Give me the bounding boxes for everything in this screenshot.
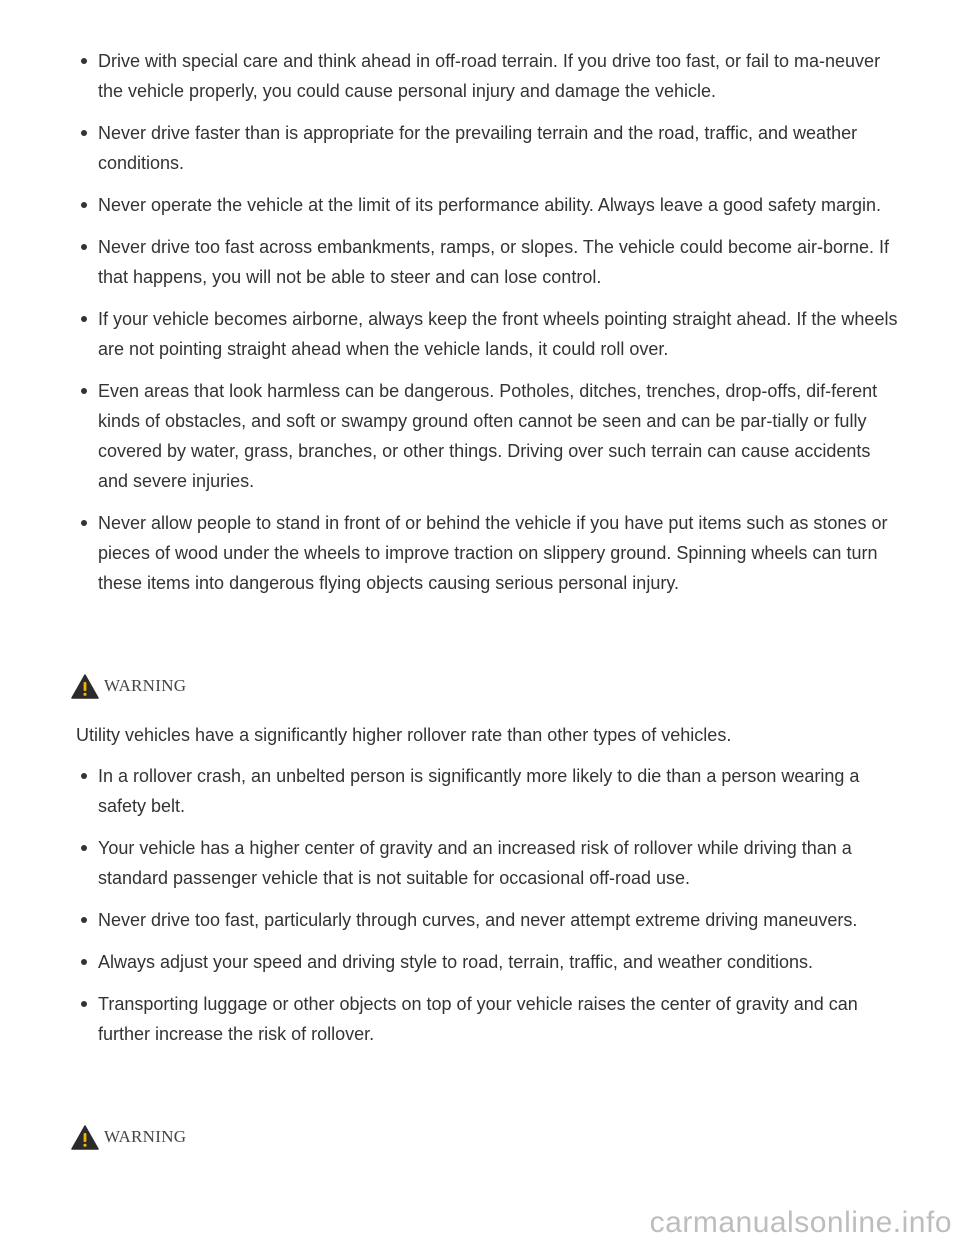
bullet-icon <box>81 244 87 250</box>
warning-triangle-icon <box>71 1125 99 1150</box>
bullet-icon <box>81 773 87 779</box>
warning-intro-text: Utility vehicles have a significantly higher rollover rate than other types of vehicles. <box>76 725 732 745</box>
list-item <box>0 905 960 935</box>
list-item <box>0 376 960 496</box>
list-item <box>0 118 960 178</box>
list-item <box>0 508 960 598</box>
bullet-icon <box>81 959 87 965</box>
bullet-icon <box>81 130 87 136</box>
warning-heading <box>71 672 186 700</box>
list-item-text: Drive with special care and think ahead in off-road terrain. If you drive too fast, or fail to ma-neuver the vehicle properly, you could cause personal injury and damage the vehicle. <box>98 51 881 101</box>
bullet-icon <box>81 1001 87 1007</box>
warning-label: WARNING <box>104 676 187 695</box>
list-item-text: In a rollover crash, an unbelted person is significantly more likely to die than a person wearing a safety belt. <box>98 766 860 816</box>
bullet-icon <box>81 917 87 923</box>
list-item-text: Never allow people to stand in front of or behind the vehicle if you have put items such as stones or pieces of wood under the wheels to improve traction on slippery ground. Spinning wheels can turn these items into dangerous flying objects causing serious personal injury. <box>98 513 888 593</box>
list-item <box>0 833 960 893</box>
list-item <box>0 304 960 364</box>
bullet-icon <box>81 520 87 526</box>
bullet-icon <box>81 388 87 394</box>
list-item-text: Never drive too fast across embankments, ramps, or slopes. The vehicle could become air-borne. If that happens, you will not be able to steer and can lose control. <box>98 237 890 287</box>
rollover-warning-list <box>0 761 960 1061</box>
list-item <box>0 761 960 821</box>
list-item-text: Always adjust your speed and driving style to road, terrain, traffic, and weather conditions. <box>98 952 814 972</box>
bullet-icon <box>81 58 87 64</box>
list-item-text: Never drive too fast, particularly through curves, and never attempt extreme driving maneuvers. <box>98 910 858 930</box>
bullet-icon <box>81 845 87 851</box>
list-item <box>0 989 960 1049</box>
list-item-text: If your vehicle becomes airborne, always keep the front wheels pointing straight ahead. If the wheels are not pointing straight ahead when the vehicle lands, it could roll over. <box>98 309 898 359</box>
warning-heading <box>71 1123 186 1151</box>
list-item-text: Never drive faster than is appropriate for the prevailing terrain and the road, traffic, and weather conditions. <box>98 123 858 173</box>
list-item <box>0 46 960 106</box>
warning-triangle-icon <box>71 674 99 699</box>
warning-label: WARNING <box>104 1127 187 1146</box>
list-item-text: Transporting luggage or other objects on top of your vehicle raises the center of gravity and can further increase the risk of rollover. <box>98 994 858 1044</box>
list-item-text: Never operate the vehicle at the limit of its performance ability. Always leave a good safety margin. <box>98 195 882 215</box>
offroad-safety-list <box>0 46 960 610</box>
bullet-icon <box>81 316 87 322</box>
bullet-icon <box>81 202 87 208</box>
list-item-text: Your vehicle has a higher center of gravity and an increased risk of rollover while driving than a standard passenger vehicle that is not suitable for occasional off-road use. <box>98 838 852 888</box>
watermark: carmanualsonline.info <box>649 1206 952 1239</box>
list-item-text: Even areas that look harmless can be dangerous. Potholes, ditches, trenches, drop-offs, dif-ferent kinds of obstacles, and soft or swampy ground often cannot be seen and can be par-tially or fully covered by water, grass, branches, or other things. Driving over such terrain can cause accidents and severe injuries. <box>98 381 878 491</box>
list-item <box>0 947 960 977</box>
list-item <box>0 190 960 220</box>
list-item <box>0 232 960 292</box>
